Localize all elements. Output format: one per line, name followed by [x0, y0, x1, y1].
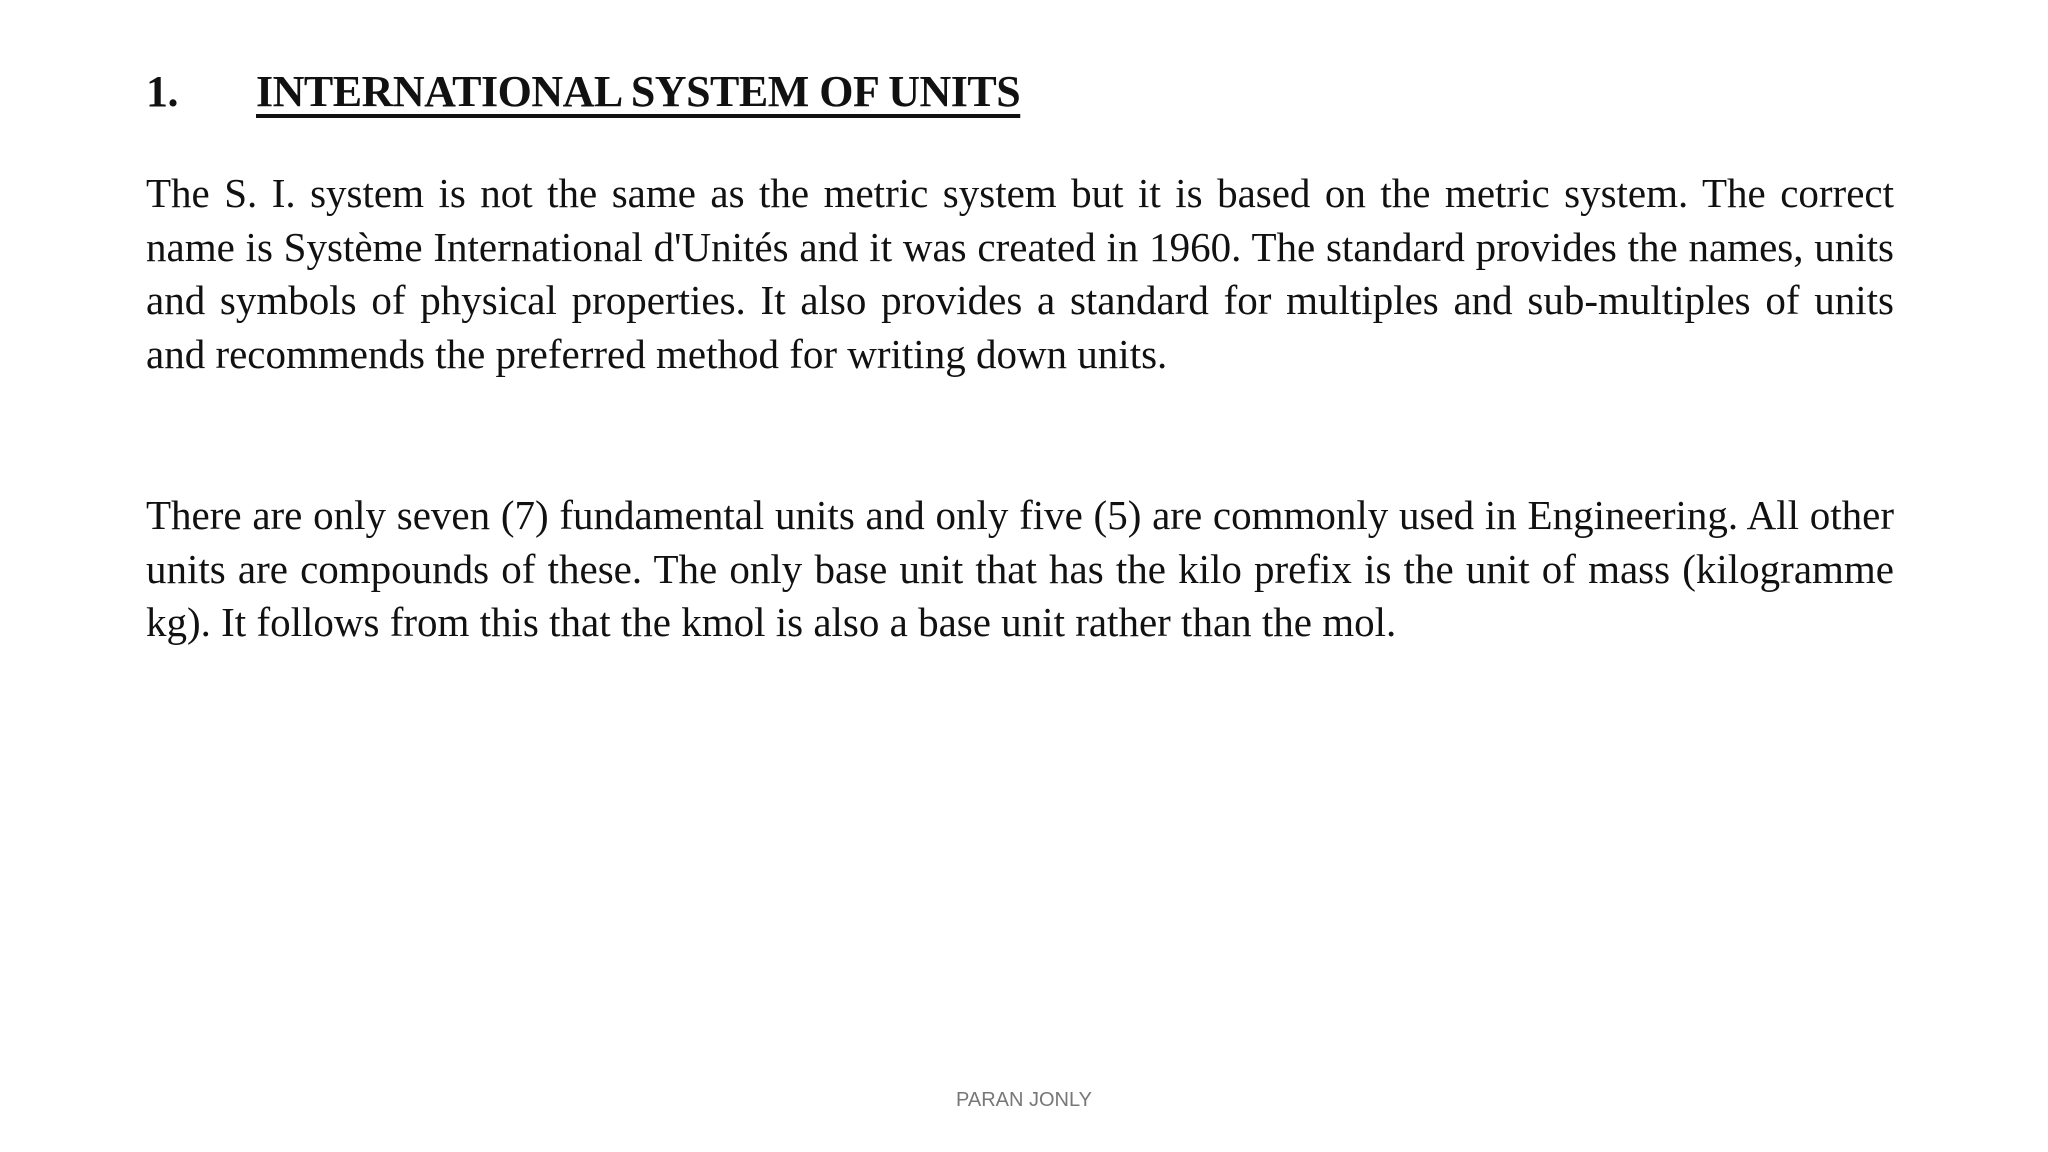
footer-author: PARAN JONLY [956, 1089, 1092, 1111]
section-title: INTERNATIONAL SYSTEM OF UNITS [256, 67, 1021, 116]
paragraph-si-system: The S. I. system is not the same as the metric system but it is based on the metric system. The correct name is Système International d'Unités and it was created in 1960. The standard provides the names, units and symbols of physical properties. It also provides a standard for multiples and sub-multiples of units and recommends the preferred method for writing down units. [146, 170, 1894, 377]
paragraph-fundamental-units: There are only seven (7) fundamental units and only five (5) are commonly used in Engineering. All other units are compounds of these. The only base unit that has the kilo prefix is the unit of mass (kilogramme kg). It follows from this that the kmol is also a base unit rather than the mol. [146, 492, 1894, 646]
section-number: 1. [146, 67, 178, 116]
section-heading [146, 64, 1020, 120]
